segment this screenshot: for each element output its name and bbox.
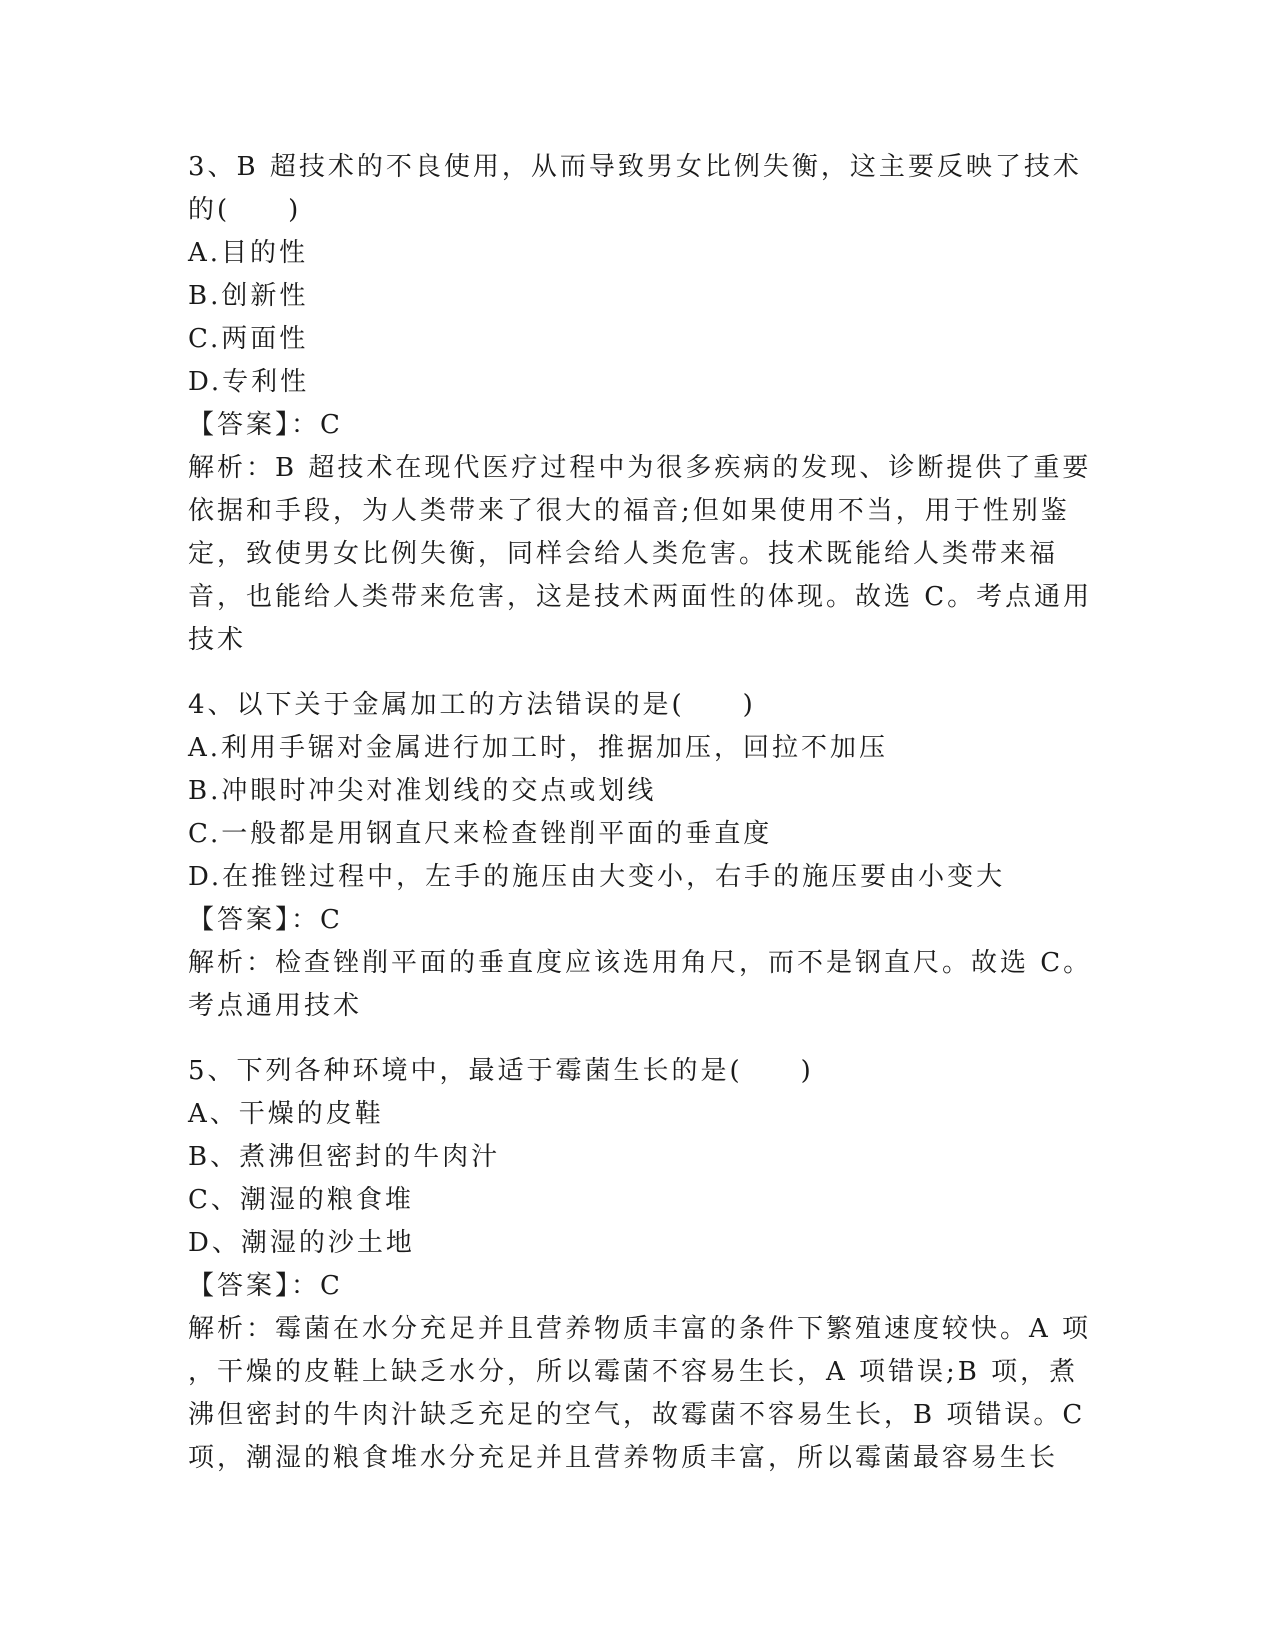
analysis-line: 定，致使男女比例失衡，同样会给人类危害。技术既能给人类带来福 bbox=[188, 539, 1059, 569]
document-page bbox=[188, 146, 1093, 1480]
option-c: C.一般都是用钢直尺来检查锉削平面的垂直度 bbox=[188, 819, 773, 849]
spacer bbox=[188, 1028, 1088, 1050]
analysis-line: 沸但密封的牛肉汁缺乏充足的空气，故霉菌不容易生长，B 项错误。C bbox=[188, 1400, 1086, 1430]
analysis-line: ，干燥的皮鞋上缺乏水分，所以霉菌不容易生长，A 项错误;B 项，煮 bbox=[188, 1357, 1079, 1387]
option-a: A、干燥的皮鞋 bbox=[188, 1099, 384, 1129]
option-c: C.两面性 bbox=[188, 324, 309, 354]
analysis-line: 解析：霉菌在水分充足并且营养物质丰富的条件下繁殖速度较快。A 项 bbox=[188, 1314, 1092, 1344]
question-3 bbox=[188, 146, 1093, 662]
option-b: B.创新性 bbox=[188, 281, 309, 311]
question-stem-line: 4、以下关于金属加工的方法错误的是( ) bbox=[188, 690, 756, 720]
option-d: D.专利性 bbox=[188, 367, 310, 397]
question-5 bbox=[188, 1050, 1092, 1480]
analysis-line: 解析：B 超技术在现代医疗过程中为很多疾病的发现、诊断提供了重要 bbox=[188, 453, 1092, 483]
option-b: B.冲眼时冲尖对准划线的交点或划线 bbox=[188, 776, 657, 806]
option-c: C、潮湿的粮食堆 bbox=[188, 1185, 414, 1215]
option-d: D、潮湿的沙土地 bbox=[188, 1228, 415, 1258]
analysis-line: 音，也能给人类带来危害，这是技术两面性的体现。故选 C。考点通用 bbox=[188, 582, 1093, 612]
question-4 bbox=[188, 684, 1093, 1028]
spacer bbox=[188, 662, 1088, 684]
question-stem-line: 5、下列各种环境中，最适于霉菌生长的是( ) bbox=[188, 1056, 814, 1086]
option-d: D.在推锉过程中，左手的施压由大变小，右手的施压要由小变大 bbox=[188, 862, 1006, 892]
analysis-line: 考点通用技术 bbox=[188, 991, 363, 1021]
option-a: A.目的性 bbox=[188, 238, 309, 268]
question-stem-line: 3、B 超技术的不良使用，从而导致男女比例失衡，这主要反映了技术 bbox=[188, 152, 1082, 182]
analysis-line: 解析：检查锉削平面的垂直度应该选用角尺，而不是钢直尺。故选 C。 bbox=[188, 948, 1093, 978]
analysis-line: 项，潮湿的粮食堆水分充足并且营养物质丰富，所以霉菌最容易生长 bbox=[188, 1443, 1059, 1473]
question-stem-line: 的( ) bbox=[188, 195, 302, 225]
analysis-line: 技术 bbox=[188, 625, 247, 655]
option-a: A.利用手锯对金属进行加工时，推据加压，回拉不加压 bbox=[188, 733, 889, 763]
answer-line: 【答案】：C bbox=[188, 905, 343, 935]
option-b: B、煮沸但密封的牛肉汁 bbox=[188, 1142, 501, 1172]
analysis-line: 依据和手段，为人类带来了很大的福音;但如果使用不当，用于性别鉴 bbox=[188, 496, 1070, 526]
answer-line: 【答案】：C bbox=[188, 1271, 343, 1301]
answer-line: 【答案】：C bbox=[188, 410, 343, 440]
